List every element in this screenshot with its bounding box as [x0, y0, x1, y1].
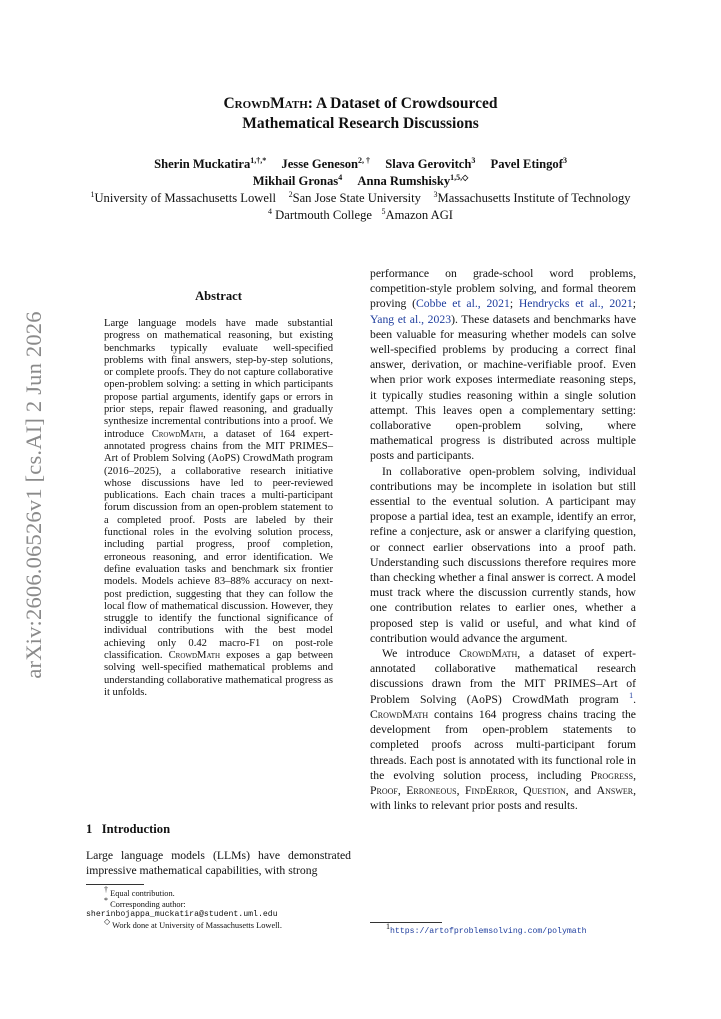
footnote-right: $^1$https://artofproblemsolving.com/polymath	[386, 922, 587, 936]
citation-link[interactable]: Hendrycks et al., 2021	[518, 297, 633, 311]
citation-link[interactable]: Yang et al., 2023	[370, 312, 452, 326]
author: Anna Rumshisky$^{1,5,◇}$	[357, 172, 469, 188]
footnote-email: sherinbojappa_muckatira@student.uml.edu	[86, 910, 278, 919]
footnotes-left	[86, 885, 351, 931]
author-line-1	[0, 156, 721, 173]
intro-column-right	[370, 266, 636, 813]
intro-paragraph-2: In collaborative open-problem solving, individual contributions may be incomplete in isolation but still essential to the eventual solution. A participant may propose a partial idea, test an example, identify an error, refine a conjecture, ask or answer a clarifying question, or connect earlier observations into a proof path. Understanding such discussions therefore requires more than checking whether a final answer is correct. A model must track where the discussion currently stands, how one contribution relates to earlier ones, whether a proposed step is valid or useful, and what kind of contribution would advance the argument.	[370, 464, 636, 645]
abstract-body: Large language models have made substantial progress on mathematical reasoning, but existing benchmarks typically evaluate well-specified problems with final answers, step-by-step solutions, or complete proofs. They do not capture collaborative open-problem solving: a setting in which participants propose partial arguments, identify gaps or errors in prior steps, repair flawed reasoning, and gradually synthesize incremental contributions into a proof. We introduce CrowdMath, a dataset of 164 expert-annotated progress chains from the MIT PRIMES–Art of Problem Solving (AoPS) CrowdMath program (2016–2025), a collaborative research initiative whose discussions have led to peer-reviewed publications. Each chain traces a multi-participant forum discussion from an open-problem statement to a completed proof. Posts are labeled by their functional roles in the evolving solution process, including partial progress, proof completion, erroneous reasoning, and error identification. We define evaluation tasks and benchmark six frontier models. Models achieve 83–88% accuracy on next-post prediction, suggesting that they can follow the local flow of mathematical discussion. However, they struggle to identify the functional significance of individual contributions with the best model achieving only 0.42 macro-F1 on post-role classification. CrowdMath exposes a gap between solving well-specified mathematical problems and understanding collaborative mathematical progress as it unfolds.	[104, 318, 334, 698]
footnote-rule	[86, 884, 144, 885]
footnote-work: ◇ Work done at University of Massachusetts Lowell.	[104, 916, 282, 930]
footnote-marker[interactable]: 1	[629, 690, 634, 700]
intro-paragraph-3: We introduce CrowdMath, a dataset of expert-annotated collaborative mathematical research discussions drawn from the MIT PRIMES–Art of Problem Solving (AoPS) CrowdMath program $^1$. CrowdMath contains 164 progress chains tracing the development from open-problem statements to completed proofs across multi-participant forum threads. Each post is annotated with its functional role in the evolving solution process, including Progress, Proof, Erroneous, FindError, Question, and Answer, with links to relevant prior posts and results.	[370, 647, 637, 813]
arxiv-stamp: arXiv:2606.06526v1 [cs.AI] 2 Jun 2026	[21, 311, 46, 679]
author: Pavel Etingof$^3$	[490, 155, 567, 171]
author: Jesse Geneson$^{2, \dagger}$	[281, 155, 371, 171]
footnote-corresponding: * Corresponding author:	[104, 895, 186, 909]
footnote-rule	[370, 922, 442, 923]
affiliations-line-1: $^1$University of Massachusetts Lowell $^2$San Jose State University $^3$Massachusetts Institute of Technology	[90, 189, 631, 205]
abstract-heading: Abstract	[195, 289, 242, 303]
author: Mikhail Gronas$^4$	[252, 172, 343, 188]
author-line-2	[0, 173, 721, 190]
author: Sherin Muckatira$^{1,\dagger,*}$	[154, 155, 267, 171]
paper-title-line1: CrowdMath: A Dataset of Crowdsourced	[223, 95, 498, 112]
footnote-equal: † Equal contribution.	[104, 885, 175, 898]
affiliations-line-2: $^4$ Dartmouth College $^5$Amazon AGI	[267, 206, 453, 222]
section-heading-introduction: 1 Introduction	[86, 822, 171, 836]
citation-link[interactable]: Cobbe et al., 2021	[416, 297, 510, 311]
footnote-url-link[interactable]: https://artofproblemsolving.com/polymath	[390, 927, 587, 936]
intro-paragraph-start: Large language models (LLMs) have demonstrated impressive mathematical capabilities, with strong	[86, 849, 351, 878]
author: Slava Gerovitch$^3$	[385, 155, 476, 171]
intro-paragraph-1: performance on grade-school word problems, competition-style problem solving, and formal theorem proving (Cobbe et al., 2021; Hendrycks et al., 2021; Yang et al., 2023). These datasets and benchmarks have been valuable for measuring whether models can solve well-specified problems by producing a correct final answer, derivation, or machine-verifiable proof. Even when prior work exposes intermediate reasoning steps, it typically studies reasoning within a single solution attempt. This leaves open a complementary setting: collaborative open-problem solving, where mathematical progress is distributed across multiple posts and participants.	[370, 267, 637, 463]
paper-title-line2: Mathematical Research Discussions	[242, 115, 479, 132]
